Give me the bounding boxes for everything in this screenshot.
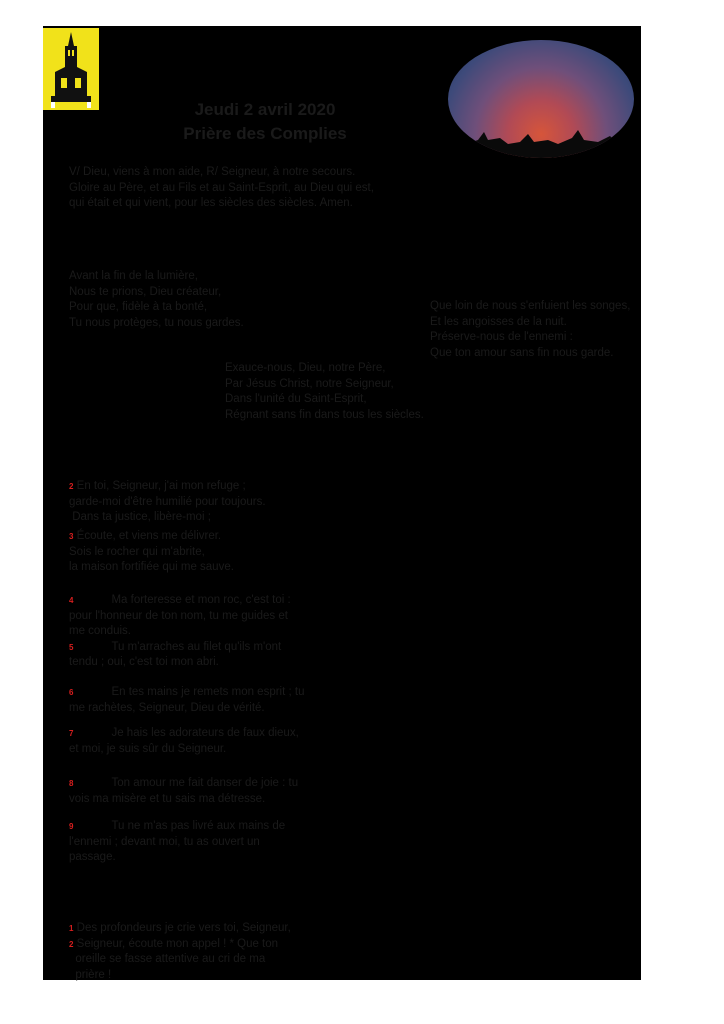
hymn-stanza: [225, 361, 424, 423]
hymn-line: Par Jésus Christ, notre Seigneur,: [225, 377, 394, 390]
verse-line: Ton amour me fait danser de joie : tu: [111, 777, 299, 789]
intro-line: Gloire au Père, et au Fils et au Saint-Esprit, au Dieu qui est,: [69, 181, 374, 194]
hymn-line: Que loin de nous s'enfuient les songes,: [430, 300, 631, 312]
psalm-verse: [69, 726, 299, 757]
intro-line: qui était et qui vient, pour les siècles des siècles. Amen.: [69, 197, 353, 209]
page-title-date: Jeudi 2 avril 2020: [194, 100, 336, 119]
hymn-stanza: [430, 299, 630, 361]
verse-line: oreille se fasse attentive au cri de ma: [69, 953, 266, 965]
page-title-office: Prière des Complies: [183, 124, 347, 143]
intro-block: [69, 165, 374, 212]
hymn-line: Exauce-nous, Dieu, notre Père,: [225, 362, 386, 374]
psalm-verse: [69, 685, 304, 716]
hymn-line: Dans l'unité du Saint-Esprit,: [225, 393, 367, 405]
verse-number: 3: [69, 532, 74, 541]
verse-line: prière !: [69, 968, 112, 981]
hymn-line: Régnant sans fin dans tous les siècles.: [225, 408, 424, 421]
psalm-verse: [69, 921, 291, 983]
verse-number: 6: [69, 688, 74, 697]
psalm-verse: [69, 479, 266, 526]
verse-line: Écoute, et viens me délivrer.: [76, 530, 222, 542]
psalm-verse: [69, 593, 291, 671]
verse-number: 1: [69, 924, 74, 933]
verse-line: Ma forteresse et mon roc, c'est toi :: [111, 594, 291, 606]
verse-line: Des profondeurs je crie vers toi, Seigneur,: [76, 922, 291, 934]
hymn-line: Pour que, fidèle à ta bonté,: [69, 301, 208, 313]
intro-line: V/ Dieu, viens à mon aide, R/ Seigneur, à notre secours.: [69, 166, 356, 178]
verse-line: me rachètes, Seigneur, Dieu de vérité.: [69, 701, 265, 714]
psalm-verse: [69, 529, 234, 576]
verse-line: vois ma misère et tu sais ma détresse.: [69, 792, 266, 805]
verse-line: Sois le rocher qui m'abrite,: [69, 545, 205, 558]
hymn-line: Que ton amour sans fin nous garde.: [430, 346, 614, 359]
parish-logo: [43, 28, 99, 110]
verse-number: 2: [69, 939, 74, 949]
verse-number: 7: [69, 729, 74, 738]
verse-number: 9: [69, 822, 74, 831]
verse-line: et moi, je suis sûr du Seigneur.: [69, 742, 227, 755]
verse-line: l'ennemi ; devant moi, tu as ouvert un: [69, 835, 260, 848]
hymn-line: Tu nous protèges, tu nous gardes.: [69, 316, 244, 329]
verse-line: En toi, Seigneur, j'ai mon refuge ;: [76, 480, 246, 492]
verse-line: la maison fortifiée qui me sauve.: [69, 561, 234, 573]
hymn-stanza: [69, 269, 244, 331]
hymn-line: Préserve-nous de l'ennemi :: [430, 331, 573, 343]
verse-line: me conduis.: [69, 625, 132, 637]
verse-number: 5: [69, 642, 74, 652]
verse-line: garde-moi d'être humilié pour toujours.: [69, 495, 266, 508]
verse-line: Tu ne m'as pas livré aux mains de: [111, 820, 286, 832]
verse-number: 8: [69, 779, 74, 788]
verse-line: tendu ; oui, c'est toi mon abri.: [69, 656, 219, 668]
psalm-verse: [69, 819, 285, 866]
hymn-line: Nous te prions, Dieu créateur,: [69, 285, 222, 298]
hymn-line: Avant la fin de la lumière,: [69, 270, 198, 282]
verse-number: 2: [69, 482, 74, 491]
verse-number: 4: [69, 596, 74, 605]
psalm-verse: [69, 776, 298, 807]
verse-line: Tu m'arraches au filet qu'ils m'ont: [111, 640, 282, 653]
verse-line: En tes mains je remets mon esprit ; tu: [111, 686, 305, 698]
verse-line: pour l'honneur de ton nom, tu me guides et: [69, 609, 288, 622]
verse-line: Je hais les adorateurs de faux dieux,: [111, 727, 299, 739]
verse-line: Seigneur, écoute mon appel ! * Que ton: [76, 937, 279, 950]
verse-line: Dans ta justice, libère-moi ;: [69, 511, 211, 523]
sunset-photo: [448, 40, 634, 158]
verse-line: passage.: [69, 851, 116, 863]
hymn-line: Et les angoisses de la nuit.: [430, 315, 567, 328]
